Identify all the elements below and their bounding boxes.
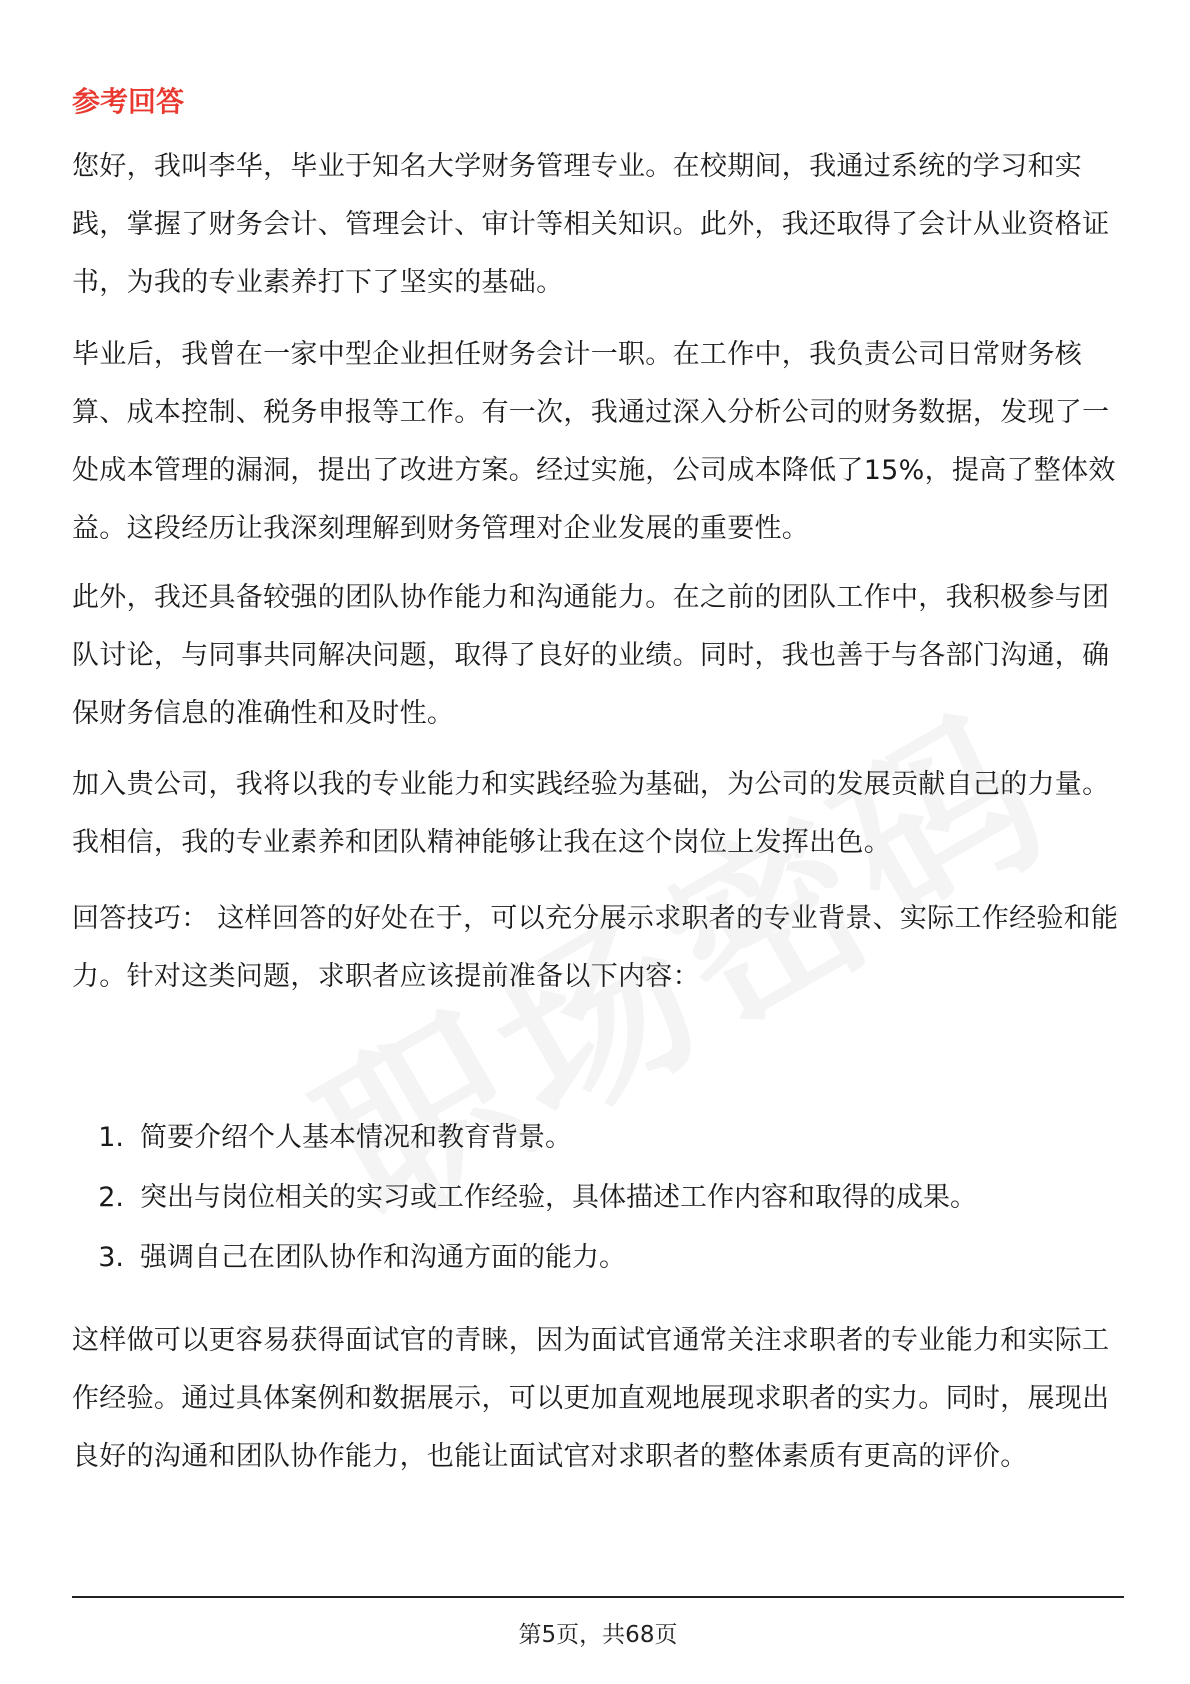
tips-list bbox=[72, 1108, 1124, 1288]
paragraph-tips: 回答技巧： 这样回答的好处在于，可以充分展示求职者的专业背景、实际工作经验和能力。针对这类问题，求职者应该提前准备以下内容： bbox=[72, 903, 1119, 992]
list-text: 强调自己在团队协作和沟通方面的能力。 bbox=[140, 1242, 626, 1273]
paragraph-teamwork: 此外，我还具备较强的团队协作能力和沟通能力。在之前的团队工作中，我积极参与团队讨论，与同事共同解决问题，取得了良好的业绩。同时，我也善于与各部门沟通，确保财务信息的准确性和及时性。 bbox=[72, 582, 1110, 729]
list-text: 突出与岗位相关的实习或工作经验，具体描述工作内容和取得的成果。 bbox=[140, 1182, 977, 1213]
list-number: 2. bbox=[98, 1182, 124, 1213]
paragraph-experience: 毕业后，我曾在一家中型企业担任财务会计一职。在工作中，我负责公司日常财务核算、成本控制、税务申报等工作。有一次，我通过深入分析公司的财务数据，发现了一处成本管理的漏洞，提出了改进方案。经过实施，公司成本降低了15%，提高了整体效益。这段经历让我深刻理解到财务管理对企业发展的重要性。 bbox=[72, 339, 1116, 544]
paragraph-intro: 您好，我叫李华，毕业于知名大学财务管理专业。在校期间，我通过系统的学习和实践，掌握了财务会计、管理会计、审计等相关知识。此外，我还取得了会计从业资格证书，为我的专业素养打下了坚实的基础。 bbox=[72, 151, 1110, 298]
list-text: 简要介绍个人基本情况和教育背景。 bbox=[140, 1122, 572, 1153]
list-item bbox=[72, 1228, 1124, 1288]
list-number: 1. bbox=[98, 1122, 124, 1153]
list-item bbox=[72, 1168, 1124, 1228]
page-footer: 第5页，共68页 bbox=[518, 1622, 678, 1648]
list-item bbox=[72, 1108, 1124, 1168]
footer-divider bbox=[72, 1596, 1124, 1598]
paragraph-closing: 这样做可以更容易获得面试官的青睐，因为面试官通常关注求职者的专业能力和实际工作经验。通过具体案例和数据展示，可以更加直观地展现求职者的实力。同时，展现出良好的沟通和团队协作能力，也能让面试官对求职者的整体素质有更高的评价。 bbox=[72, 1325, 1110, 1472]
section-title: 参考回答 bbox=[72, 85, 185, 118]
paragraph-join: 加入贵公司，我将以我的专业能力和实践经验为基础，为公司的发展贡献自己的力量。我相信，我的专业素养和团队精神能够让我在这个岗位上发挥出色。 bbox=[72, 769, 1110, 858]
list-number: 3. bbox=[98, 1242, 124, 1273]
document-page bbox=[72, 0, 1124, 1684]
